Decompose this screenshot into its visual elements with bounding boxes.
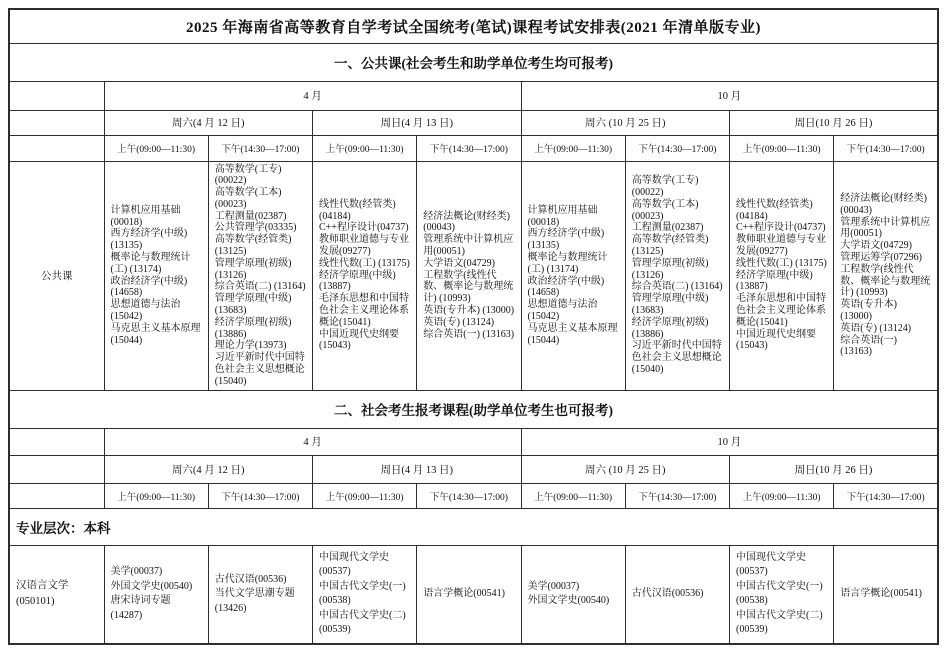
- public-course-cell-oct26-pm: 经济法概论(财经类) (00043) 管理系统中计算机应用(00051) 大学语文(04729) 管理运筹学(07296) 工程数学(线性代数、概率论与数理统计) (10993) 英语(专升本) (13000) 英语(专) (13124) 综合英语(一) (13163): [834, 161, 938, 390]
- s2-time-oct25-am: 上午(09:00—11:30): [521, 483, 625, 508]
- public-course-cell-apr12-pm: 高等数学(工专) (00022) 高等数学(工本) (00023) 工程测量(02387) 公共管理学(03335) 高等数学(经管类) (13125) 管理学原理(初级) (13126) 综合英语(二) (13164) 管理学原理(中级) (13683) 经济学原理(初级) (13886) 理论力学(13973) 习近平新时代中国特色社会主义思想概论(15040): [208, 161, 312, 390]
- s2-month-april: 4 月: [104, 428, 521, 455]
- row-label-public-courses: 公共课: [9, 161, 104, 390]
- s1-month-april: 4 月: [104, 81, 521, 110]
- public-course-cell-apr12-am: 计算机应用基础(00018) 西方经济学(中级) (13135) 概率论与数理统计(工) (13174) 政治经济学(中级) (14658) 思想道德与法治(15042) 马克思主义基本原理(15044): [104, 161, 208, 390]
- major-course-cell-apr12-am: 美学(00037) 外国文学史(00540) 唐宋诗词专题(14287): [104, 545, 208, 644]
- level-heading-undergraduate: 专业层次：本科: [9, 508, 938, 545]
- s2-time-apr13-pm: 下午(14:30—17:00): [417, 483, 521, 508]
- s1-time-corner-cell: [9, 135, 104, 161]
- s2-time-oct26-pm: 下午(14:30—17:00): [834, 483, 938, 508]
- s2-day-apr12: 周六(4 月 12 日): [104, 455, 313, 483]
- public-course-cell-apr13-am: 线性代数(经管类) (04184) C++程序设计(04737) 教师职业道德与专业发展(09277) 线性代数(工) (13175) 经济学原理(中级) (13887) 毛泽东思想和中国特色社会主义理论体系概论(15041) 中国近现代史纲要(15043): [313, 161, 417, 390]
- s1-time-apr12-am: 上午(09:00—11:30): [104, 135, 208, 161]
- public-course-cell-oct25-am: 计算机应用基础(00018) 西方经济学(中级) (13135) 概率论与数理统计(工) (13174) 政治经济学(中级) (14658) 思想道德与法治(15042) 马克思主义基本原理(15044): [521, 161, 625, 390]
- major-course-cell-oct26-am: 中国现代文学史(00537) 中国古代文学史(一) (00538) 中国古代文学史(二) (00539): [730, 545, 834, 644]
- major-course-cell-oct25-pm: 古代汉语(00536): [625, 545, 729, 644]
- s2-time-oct25-pm: 下午(14:30—17:00): [625, 483, 729, 508]
- major-course-cell-apr13-pm: 语言学概论(00541): [417, 545, 521, 644]
- public-course-cell-oct25-pm: 高等数学(工专) (00022) 高等数学(工本) (00023) 工程测量(02387) 高等数学(经管类) (13125) 管理学原理(初级) (13126) 综合英语(二) (13164) 管理学原理(中级) (13683) 经济学原理(初级) (13886) 习近平新时代中国特色社会主义思想概论(15040): [625, 161, 729, 390]
- s2-month-october: 10 月: [521, 428, 938, 455]
- s1-time-apr13-pm: 下午(14:30—17:00): [417, 135, 521, 161]
- s2-day-apr13: 周日(4 月 13 日): [313, 455, 522, 483]
- s1-time-apr12-pm: 下午(14:30—17:00): [208, 135, 312, 161]
- s1-time-oct26-pm: 下午(14:30—17:00): [834, 135, 938, 161]
- s1-time-apr13-am: 上午(09:00—11:30): [313, 135, 417, 161]
- s1-time-oct25-am: 上午(09:00—11:30): [521, 135, 625, 161]
- major-course-cell-apr12-pm: 古代汉语(00536) 当代文学思潮专题(13426): [208, 545, 312, 644]
- s1-day-oct26: 周日(10 月 26 日): [730, 110, 939, 135]
- exam-schedule-table: [8, 8, 939, 645]
- major-course-cell-apr13-am: 中国现代文学史(00537) 中国古代文学史(一) (00538) 中国古代文学史(二) (00539): [313, 545, 417, 644]
- s2-time-oct26-am: 上午(09:00—11:30): [730, 483, 834, 508]
- s2-day-corner-cell: [9, 455, 104, 483]
- s2-time-corner-cell: [9, 483, 104, 508]
- s2-time-apr12-am: 上午(09:00—11:30): [104, 483, 208, 508]
- public-course-cell-oct26-am: 线性代数(经管类) (04184) C++程序设计(04737) 教师职业道德与专业发展(09277) 线性代数(工) (13175) 经济学原理(中级) (13887) 毛泽东思想和中国特色社会主义理论体系概论(15041) 中国近现代史纲要(15043): [730, 161, 834, 390]
- s1-day-apr13: 周日(4 月 13 日): [313, 110, 522, 135]
- public-course-cell-apr13-pm: 经济法概论(财经类) (00043) 管理系统中计算机应用(00051) 大学语文(04729) 工程数学(线性代数、概率论与数理统计) (10993) 英语(专升本) (13000) 英语(专) (13124) 综合英语(一) (13163): [417, 161, 521, 390]
- section2-heading: 二、社会考生报考课程(助学单位考生也可报考): [9, 390, 938, 428]
- row-label-chinese-language-literature: 汉语言文学 (050101): [9, 545, 104, 644]
- section1-heading: 一、公共课(社会考生和助学单位考生均可报考): [9, 43, 938, 81]
- s2-time-apr13-am: 上午(09:00—11:30): [313, 483, 417, 508]
- s1-day-oct25: 周六 (10 月 25 日): [521, 110, 730, 135]
- major-course-cell-oct25-am: 美学(00037) 外国文学史(00540): [521, 545, 625, 644]
- s1-month-october: 10 月: [521, 81, 938, 110]
- s1-day-corner-cell: [9, 110, 104, 135]
- page-title: 2025 年海南省高等教育自学考试全国统考(笔试)课程考试安排表(2021 年清单版专业): [9, 9, 938, 43]
- s2-header-corner-cell: [9, 428, 104, 455]
- s2-day-oct25: 周六 (10 月 25 日): [521, 455, 730, 483]
- s2-time-apr12-pm: 下午(14:30—17:00): [208, 483, 312, 508]
- s1-header-corner-cell: [9, 81, 104, 110]
- s1-time-oct26-am: 上午(09:00—11:30): [730, 135, 834, 161]
- s2-day-oct26: 周日(10 月 26 日): [730, 455, 939, 483]
- s1-day-apr12: 周六(4 月 12 日): [104, 110, 313, 135]
- major-course-cell-oct26-pm: 语言学概论(00541): [834, 545, 938, 644]
- s1-time-oct25-pm: 下午(14:30—17:00): [625, 135, 729, 161]
